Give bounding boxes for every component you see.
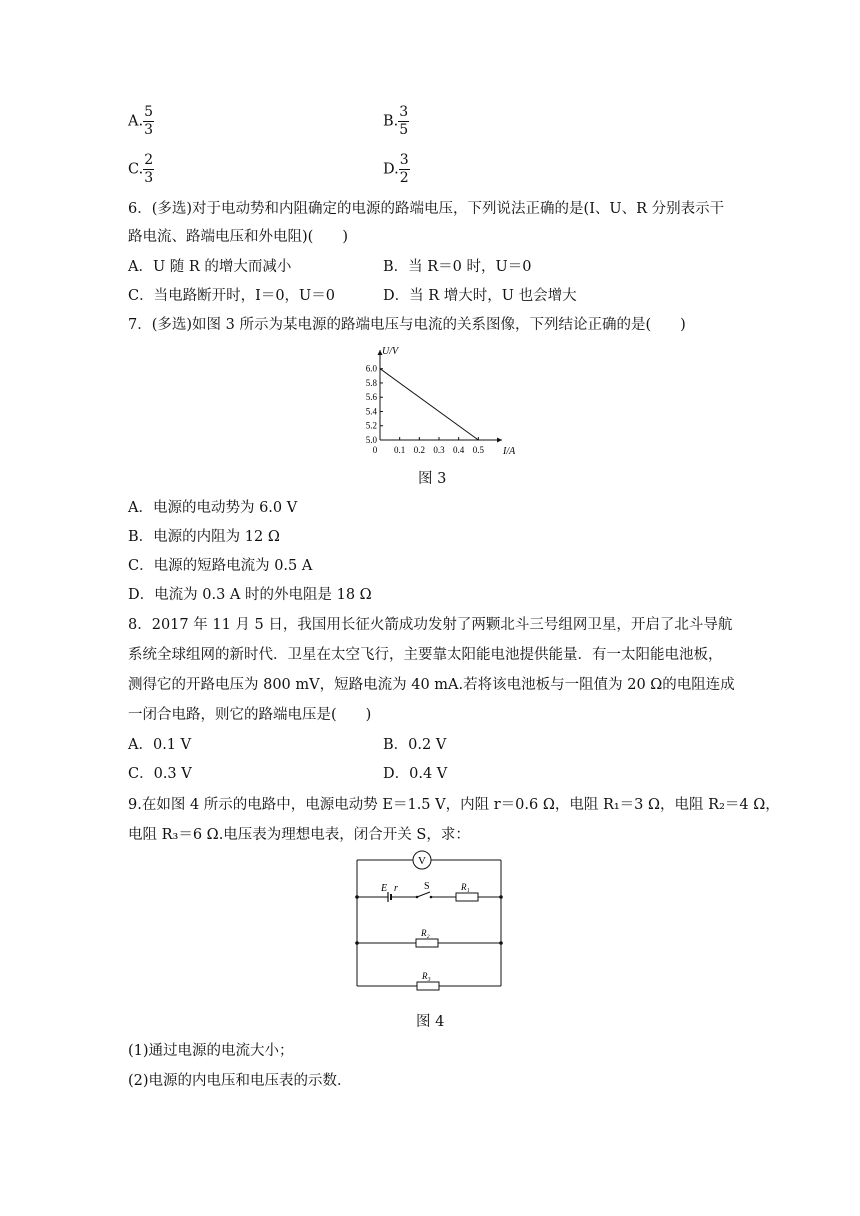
r3-label: R₃: [422, 971, 431, 981]
x-tick-label: 0.2: [413, 445, 425, 455]
q9-circuit-diagram: [350, 850, 510, 992]
option-label: B.: [383, 113, 399, 130]
q6-option-c: C．当电路断开时，I＝0，U＝0: [128, 288, 335, 304]
numerator: 5: [144, 104, 154, 120]
q8-line2: 系统全球组网的新时代．卫星在太空飞行，主要靠太阳能电池提供能量．有一太阳能电池板，: [128, 647, 723, 663]
y-axis-label: U/V: [382, 346, 399, 357]
y-tick-label: 5.4: [365, 406, 377, 417]
source-label: E: [381, 883, 388, 894]
q9-subquestion-2: (2)电源的内电压和电压表的示数．: [128, 1073, 352, 1089]
y-tick-label: 5.0: [365, 435, 377, 445]
q5-option-b: [383, 104, 409, 139]
x-tick-label: 0.4: [453, 445, 465, 455]
q6-option-b: B．当 R＝0 时，U＝0: [383, 259, 532, 275]
q8-option-b: B．0.2 V: [383, 737, 447, 753]
denominator: 5: [399, 122, 409, 138]
y-tick-label: 5.6: [365, 392, 377, 403]
junction-dot: [499, 941, 503, 945]
denominator: 3: [144, 122, 154, 138]
q5-option-a: [128, 104, 154, 139]
switch-icon: [417, 892, 430, 897]
x-tick-label: 0.5: [472, 445, 484, 455]
q9-figure-caption: 图 4: [416, 1014, 445, 1030]
q9-line2: 电阻 R₃＝6 Ω.电压表为理想电表，闭合开关 S，求：: [128, 827, 470, 843]
numerator: 3: [399, 104, 409, 120]
resistor-r2-icon: [416, 939, 438, 947]
x-tick-label: 0: [372, 445, 378, 455]
option-label: A.: [128, 113, 144, 130]
q6-option-a: A．U 随 R 的增大而减小: [128, 259, 292, 275]
denominator: 2: [399, 170, 409, 186]
q7-option-a: A．电源的电动势为 6.0 V: [128, 500, 298, 516]
r2-label: R₂: [421, 928, 430, 938]
chart-axes: [378, 346, 516, 457]
q8-option-c: C．0.3 V: [128, 766, 192, 782]
chart-ticks: [366, 364, 485, 455]
q9-subquestion-1: (1)通过电源的电流大小；: [128, 1043, 294, 1059]
x-tick-label: 0.3: [433, 445, 445, 455]
option-label: D.: [383, 161, 399, 178]
q8-line3: 测得它的开路电压为 800 mV，短路电流为 40 mA.若将该电池板与一阻值为 20 Ω的电阻连成: [128, 677, 735, 693]
junction-dot: [355, 941, 359, 945]
q5-option-c: [128, 152, 154, 187]
option-label: C.: [128, 161, 144, 178]
chart-series: [380, 369, 478, 440]
q7-option-d: D．电流为 0.3 A 时的外电阻是 18 Ω: [128, 587, 372, 603]
junction-dot: [499, 895, 503, 899]
resistor-r3-icon: [417, 982, 439, 990]
internal-resistance-label: r: [394, 883, 398, 894]
voltmeter-label: V: [418, 855, 426, 867]
q9-line1: 9.在如图 4 所示的电路中，电源电动势 E＝1.5 V，内阻 r＝0.6 Ω，电阻 R₁＝3 Ω，电阻 R₂＝4 Ω，: [128, 797, 780, 813]
q5-option-d: [383, 152, 410, 187]
q7-ui-graph: [355, 340, 515, 462]
denominator: 3: [144, 170, 154, 186]
u-i-line: [380, 369, 478, 440]
switch-label: S: [424, 881, 430, 892]
r1-label: R₁: [461, 882, 470, 892]
q8-line1: 8．2017 年 11 月 5 日，我国用长征火箭成功发射了两颗北斗三号组网卫星，开启了北斗导航: [128, 617, 733, 633]
numerator: 2: [144, 152, 154, 168]
q6-stem-line1: 6．(多选)对于电动势和内阻确定的电源的路端电压，下列说法正确的是(I、U、R 分别表示干: [128, 201, 725, 217]
x-axis-label: I/A: [503, 446, 515, 457]
q8-option-d: D．0.4 V: [383, 766, 448, 782]
fraction: [399, 152, 410, 187]
y-tick-label: 6.0: [365, 363, 377, 374]
q6-option-d: D．当 R 增大时，U 也会增大: [383, 288, 577, 304]
q8-option-a: A．0.1 V: [128, 737, 192, 753]
junction-dot: [355, 895, 359, 899]
q8-line4: 一闭合电路，则它的路端电压是( ): [128, 707, 372, 723]
fraction: [143, 104, 154, 139]
fraction: [398, 104, 409, 139]
y-tick-label: 5.2: [365, 420, 377, 431]
x-axis-arrow-icon: [497, 438, 502, 443]
numerator: 3: [399, 152, 409, 168]
q7-figure-caption: 图 3: [418, 471, 447, 487]
y-tick-label: 5.8: [365, 377, 377, 388]
q6-stem-line2: 路电流、路端电压和外电阻)( ): [128, 229, 348, 245]
x-tick-label: 0.1: [394, 445, 406, 455]
q7-stem: 7．(多选)如图 3 所示为某电源的路端电压与电流的关系图像，下列结论正确的是( ): [128, 317, 686, 333]
fraction: [143, 152, 154, 187]
q7-option-c: C．电源的短路电流为 0.5 A: [128, 558, 313, 574]
resistor-r1-icon: [456, 893, 478, 901]
q7-option-b: B．电源的内阻为 12 Ω: [128, 529, 280, 545]
